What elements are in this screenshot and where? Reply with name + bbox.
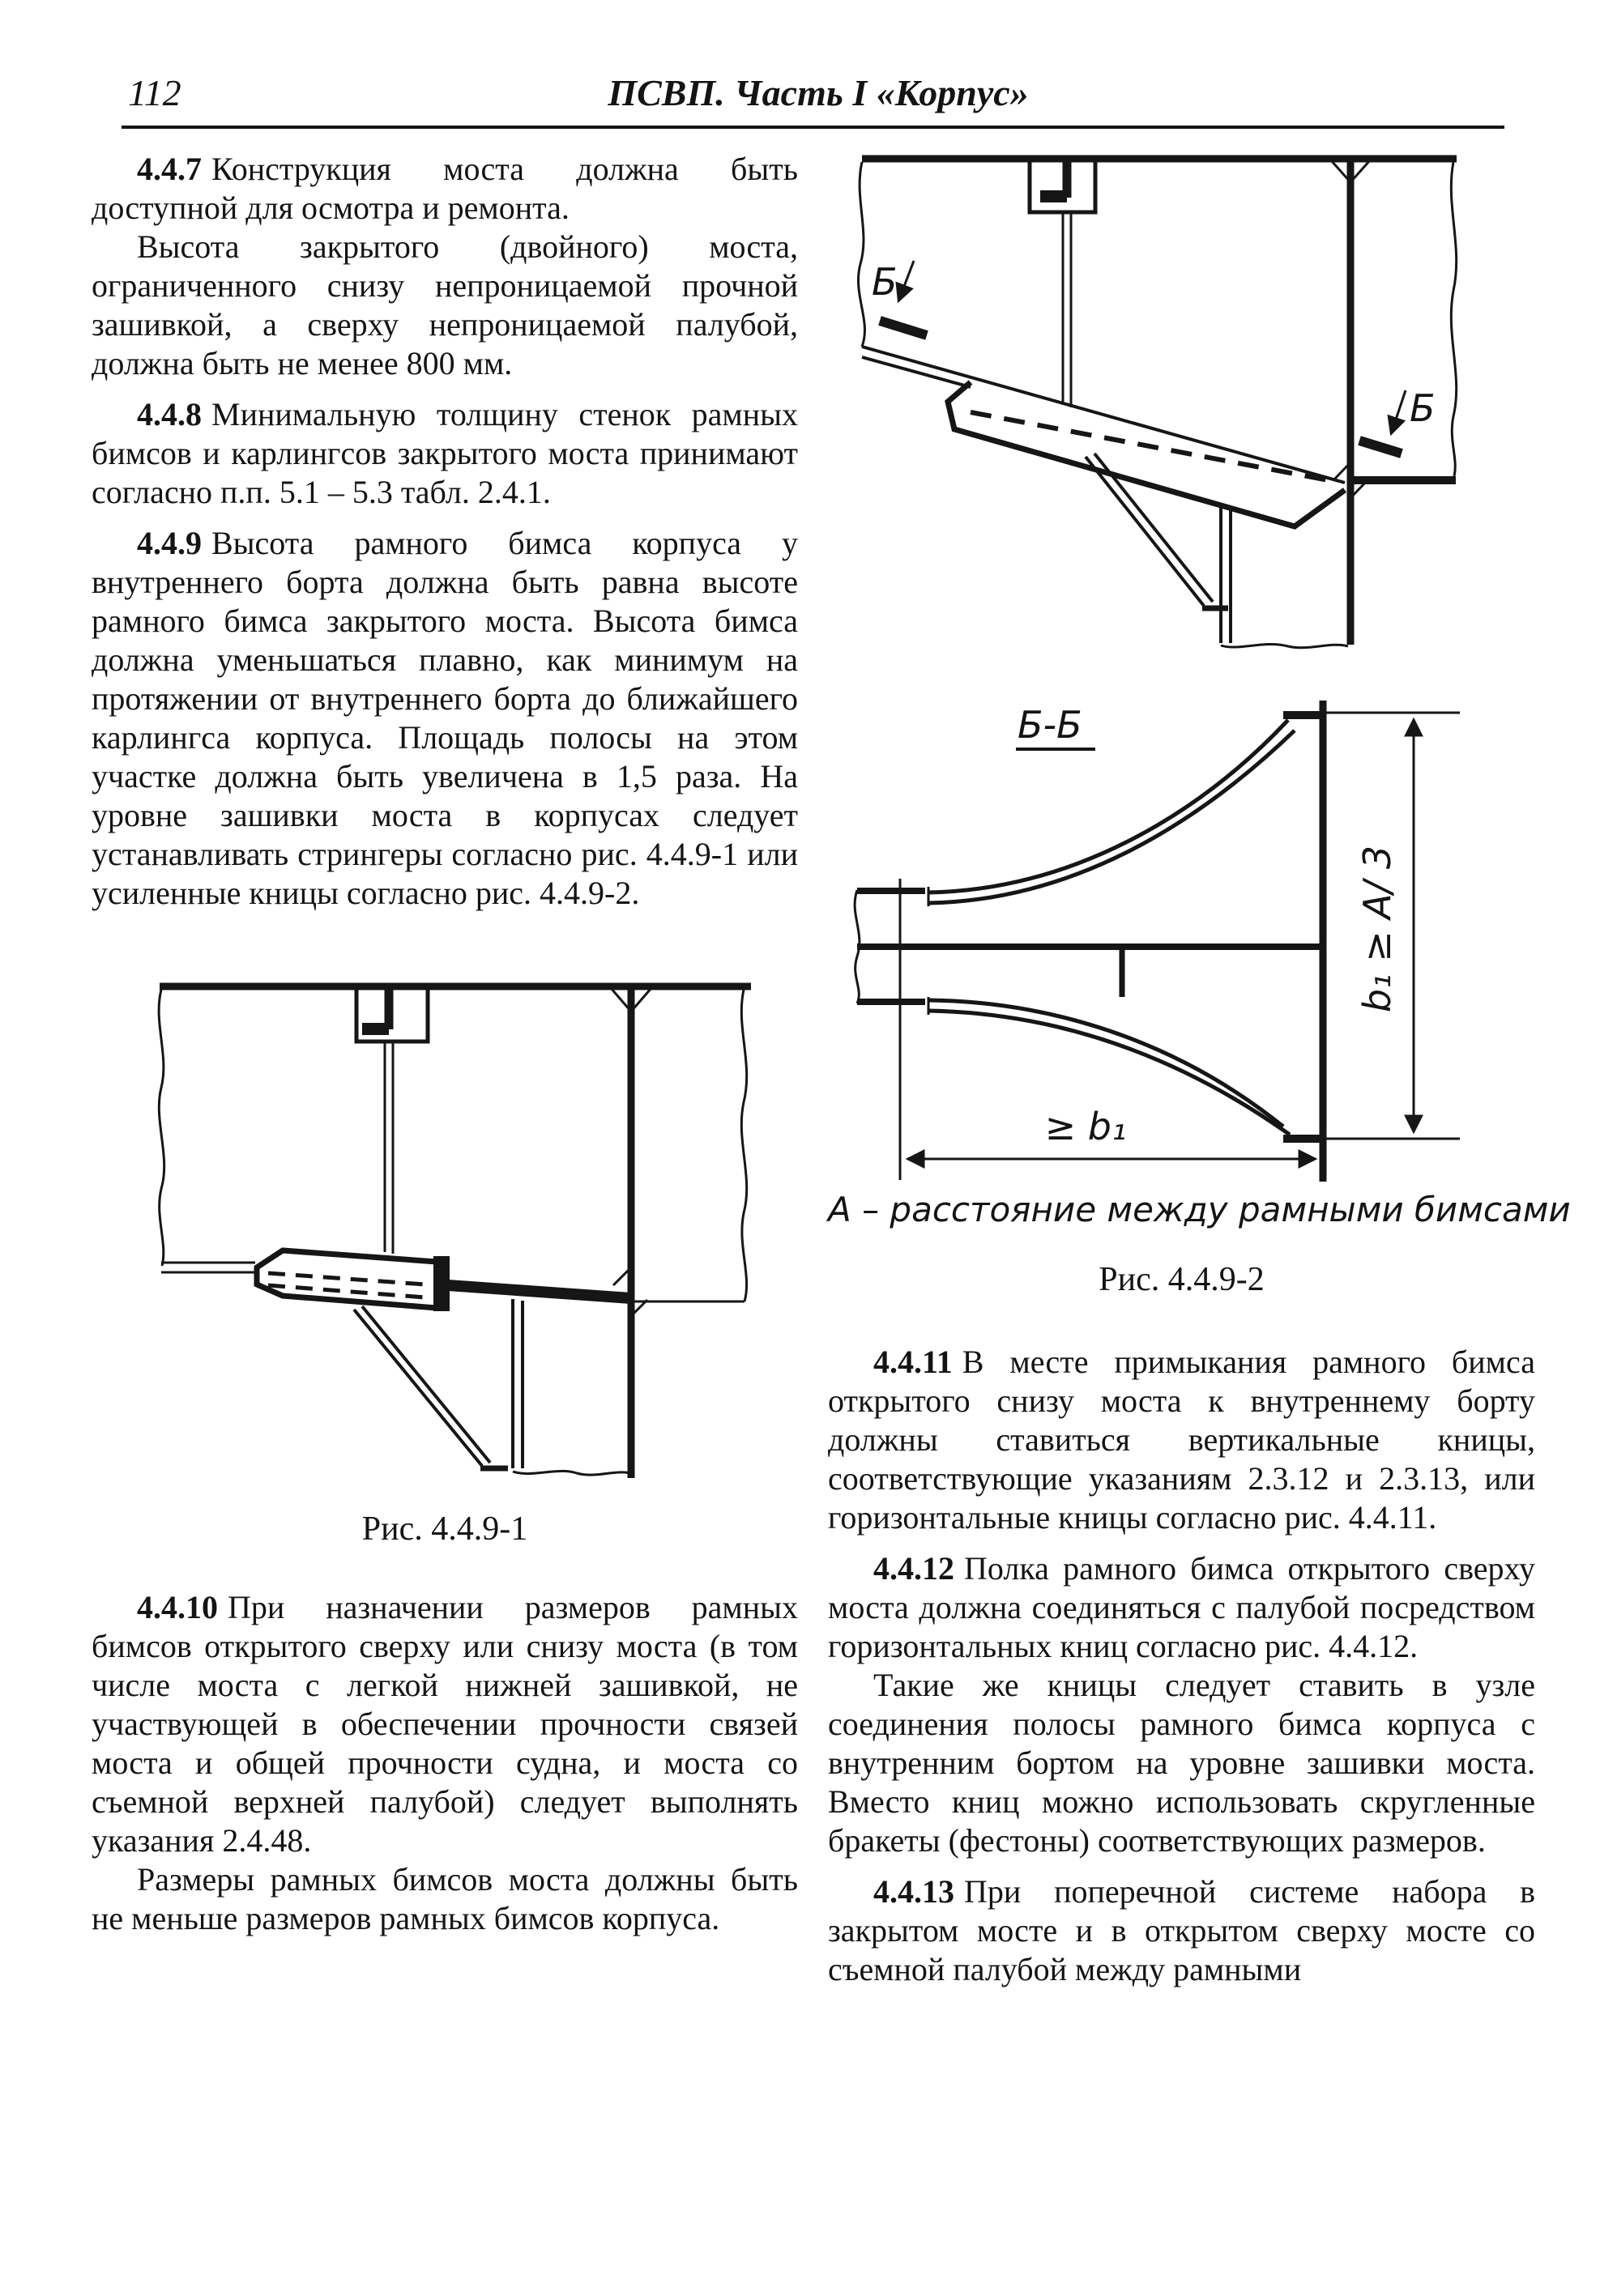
paragraph-text: Высота закрытого (двойного) моста, ограниченного снизу непроницаемой прочной зашивкой, а сверху непроницаемой палубой, должна быть не менее 800 мм. — [92, 228, 798, 381]
section-label: Б — [1410, 386, 1436, 430]
dim-label-horizontal: ≥ b₁ — [1044, 1105, 1127, 1148]
paragraph-4-4-9 — [92, 524, 798, 913]
paragraph-4-4-7 — [92, 150, 798, 228]
section-tick — [1359, 441, 1402, 454]
stringer-outline — [257, 1250, 437, 1308]
paragraph-4-4-11 — [828, 1343, 1535, 1537]
bridge-beam-drawing — [858, 159, 1457, 648]
break-edge-right — [741, 990, 746, 1301]
stringer-end-cap — [433, 1256, 450, 1311]
deck-bracket-flag — [1040, 190, 1067, 202]
figure-4-4-9-1-drawing — [119, 974, 800, 1493]
figure-caption: Рис. 4.4.9-2 — [1099, 1261, 1265, 1299]
vertical-stiffener — [385, 1042, 393, 1254]
left-column — [92, 138, 798, 1938]
paragraph-text: Минимальную толщину стенок рамных бимсов и карлингсов закрытого моста принимают согласно п.п. 5.1 – 5.3 табл. 2.4.1. — [92, 396, 798, 510]
paragraph-number: 4.4.8 — [137, 396, 202, 432]
section-arrow-icon — [898, 261, 914, 301]
hull-structure-drawing — [159, 986, 751, 1478]
figure-4-4-9-1 — [92, 974, 798, 1549]
section-title: Б-Б — [1018, 703, 1082, 747]
paragraph-text: Конструкция моста должна быть доступной для осмотра и ремонта. — [92, 151, 798, 226]
section-label: Б — [872, 260, 898, 304]
paragraph-4-4-8 — [92, 395, 798, 512]
section-arrow-icon — [1391, 390, 1406, 434]
break-edge-left — [159, 990, 164, 1266]
break-edge-left — [858, 162, 864, 347]
sloped-beam-outline — [948, 382, 1345, 526]
header-title: ПСВП. Часть I «Корпус» — [608, 72, 1029, 113]
paragraph-text: В месте примыкания рамного бимса открытого снизу моста к внутреннему борту должны ставиться вертикальные кницы, соответствующие указаниям 2.3.12 и 2.3.13, или горизонтальные кницы согласно рис. 4.4.11. — [828, 1343, 1535, 1536]
paragraph-text: Размеры рамных бимсов моста должны быть не меньше размеров рамных бимсов корпуса. — [92, 1861, 798, 1937]
figure-caption: Рис. 4.4.9-1 — [361, 1510, 528, 1548]
paragraph-4-4-13 — [828, 1872, 1535, 1989]
deck-bracket-flag — [362, 1023, 389, 1035]
paragraph-text: Полка рамного бимса открытого сверху моста должна соединяться с палубой посредством горизонтальных книц согласно рис. 4.4.12. — [828, 1549, 1535, 1664]
section-b-b-drawing — [855, 701, 1460, 1182]
diagonal-strut — [354, 1306, 490, 1466]
section-mark-right — [1359, 386, 1436, 454]
paragraph-text: Такие же кницы следует ставить в узле соединения полосы рамного бимса корпуса с внутренним бортом на уровне зашивки моста. Вместо книц можно использовать скругленные бракеты (фестоны) соответствующих размеров. — [828, 1666, 1535, 1859]
right-column-text — [828, 1343, 1535, 1989]
paragraph-number: 4.4.10 — [137, 1589, 218, 1626]
paragraph-4-4-12-cont — [828, 1666, 1535, 1860]
section-tick — [880, 321, 927, 335]
flange-line-left — [161, 1263, 255, 1272]
beam-strip — [448, 1285, 631, 1298]
paragraph-4-4-7-cont — [92, 228, 798, 383]
figure-4-4-9-2-main-view — [826, 149, 1539, 679]
paragraph-number: 4.4.11 — [873, 1343, 953, 1380]
paragraph-4-4-12 — [828, 1549, 1535, 1666]
upper-flange-curve-inner — [928, 731, 1295, 903]
section-mark-left — [872, 260, 927, 335]
paragraph-4-4-10-cont — [92, 1860, 798, 1938]
figure-4-4-9-2-section-view — [826, 679, 1539, 1182]
paragraph-text: При назначении размеров рамных бимсов открытого сверху или снизу моста (в том числе моста с легкой нижней зашивкой, не участвующей в обеспечении прочности связей моста и общей прочности судна, и моста со съемной верхней палубой) следует выполнять указания 2.4.48. — [92, 1589, 798, 1859]
left-column-lower-text — [92, 1588, 798, 1938]
paragraph-number: 4.4.13 — [873, 1872, 954, 1910]
plate-break-edge — [513, 1471, 633, 1475]
paragraph-text: Высота рамного бимса корпуса у внутреннего борта должна быть равна высоте рамного бимса закрытого моста. Высота бимса должна уменьшаться плавно, как минимум на протяжении от внутреннего борта до ближайшего карлингса корпуса. Площадь полосы на этом участке должна быть увеличена в 1,5 раза. На уровне зашивки моста в корпусах следует устанавливать стрингеры согласно рис. 4.4.9-1 или усиленные кницы согласно рис. 4.4.9-2. — [92, 525, 798, 911]
upper-flange-curve — [928, 720, 1288, 892]
paragraph-number: 4.4.12 — [873, 1549, 954, 1587]
diagonal-strut — [1086, 454, 1213, 606]
dim-label-vertical: b₁ ≥ A/ 3 — [1355, 845, 1399, 1013]
paragraph-text: При поперечной системе набора в закрытом мосте и в открытом сверху мосте со съемной палубой между рамными — [828, 1872, 1535, 1987]
vertical-plate — [1221, 505, 1231, 643]
paragraph-number: 4.4.7 — [137, 151, 202, 187]
plate-break-edge — [1221, 644, 1348, 647]
paragraph-number: 4.4.9 — [137, 525, 202, 561]
vertical-stiffener — [1063, 212, 1071, 407]
header-rule — [122, 126, 1504, 129]
break-edge-right — [1451, 162, 1456, 476]
paragraph-4-4-10 — [92, 1588, 798, 1860]
figure-note: А – расстояние между рамными бимсами — [828, 1190, 1571, 1229]
vertical-plate — [513, 1299, 523, 1468]
page-number: 112 — [128, 72, 181, 113]
right-column — [828, 138, 1571, 1989]
